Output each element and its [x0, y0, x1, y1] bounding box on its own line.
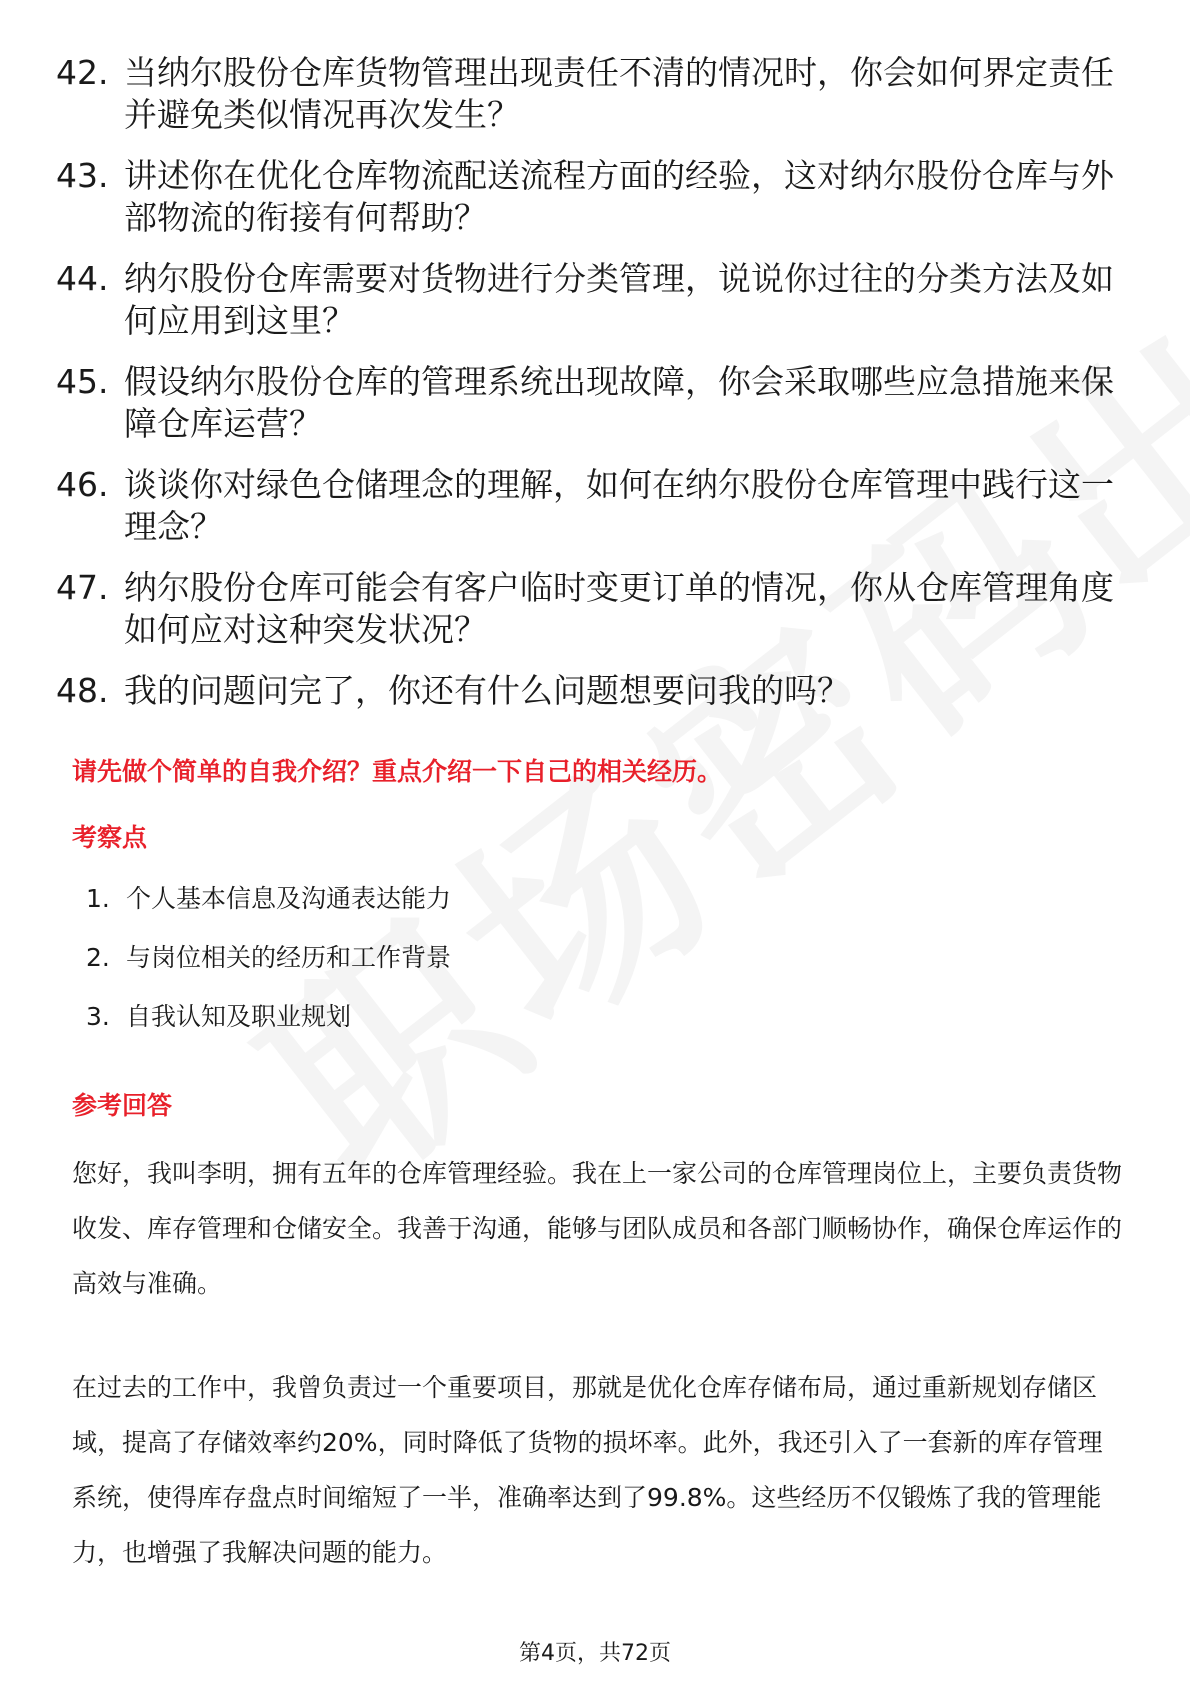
point-text: 与岗位相关的经历和工作背景 [126, 943, 452, 972]
list-item [56, 52, 1116, 136]
answer-paragraph: 您好，我叫李明，拥有五年的仓库管理经验。我在上一家公司的仓库管理岗位上，主要负责货物收发、库存管理和仓储安全。我善于沟通，能够与团队成员和各部门顺畅协作，确保仓库运作的高效与准确。 [72, 1159, 1123, 1298]
list-item [86, 1002, 451, 1032]
question-number: 42. [56, 53, 109, 92]
question-text: 假设纳尔股份仓库的管理系统出现故障，你会采取哪些应急措施来保障仓库运营？ [124, 362, 1114, 443]
point-number: 3. [86, 1002, 110, 1031]
page-footer: 第4页，共72页 [519, 1641, 671, 1666]
question-text: 谈谈你对绿色仓储理念的理解，如何在纳尔股份仓库管理中践行这一理念？ [124, 465, 1114, 546]
list-item [56, 464, 1116, 548]
assessment-points [86, 884, 451, 1061]
question-text: 纳尔股份仓库可能会有客户临时变更订单的情况，你从仓库管理角度如何应对这种突发状况？ [124, 568, 1114, 649]
reference-heading: 参考回答 [72, 1091, 173, 1120]
question-text: 我的问题问完了，你还有什么问题想要问我的吗？ [124, 671, 850, 710]
list-item [56, 567, 1116, 651]
question-number: 47. [56, 568, 109, 607]
list-item [86, 884, 451, 914]
question-list [56, 52, 1116, 731]
list-item [56, 258, 1116, 342]
list-item [56, 155, 1116, 239]
question-number: 48. [56, 671, 109, 710]
list-item [56, 670, 1116, 712]
point-text: 自我认知及职业规划 [126, 1002, 352, 1031]
answer-paragraph: 在过去的工作中，我曾负责过一个重要项目，那就是优化仓库存储布局，通过重新规划存储区域，提高了存储效率约20%，同时降低了货物的损坏率。此外，我还引入了一套新的库存管理系统，使得库存盘点时间缩短了一半，准确率达到了99.8%。这些经历不仅锻炼了我的管理能力，也增强了我解决问题的能力。 [72, 1373, 1103, 1567]
assessment-heading: 考察点 [72, 823, 148, 852]
point-number: 1. [86, 884, 110, 913]
question-number: 43. [56, 156, 109, 195]
list-item [86, 943, 451, 973]
question-number: 46. [56, 465, 109, 504]
point-number: 2. [86, 943, 110, 972]
point-text: 个人基本信息及沟通表达能力 [126, 884, 452, 913]
question-number: 44. [56, 259, 109, 298]
question-text: 当纳尔股份仓库货物管理出现责任不清的情况时，你会如何界定责任并避免类似情况再次发生？ [124, 53, 1114, 134]
intro-question-heading: 请先做个简单的自我介绍？重点介绍一下自己的相关经历。 [72, 757, 723, 786]
list-item [56, 361, 1116, 445]
question-number: 45. [56, 362, 109, 401]
question-text: 讲述你在优化仓库物流配送流程方面的经验，这对纳尔股份仓库与外部物流的衔接有何帮助？ [124, 156, 1114, 237]
question-text: 纳尔股份仓库需要对货物进行分类管理，说说你过往的分类方法及如何应用到这里？ [124, 259, 1114, 340]
